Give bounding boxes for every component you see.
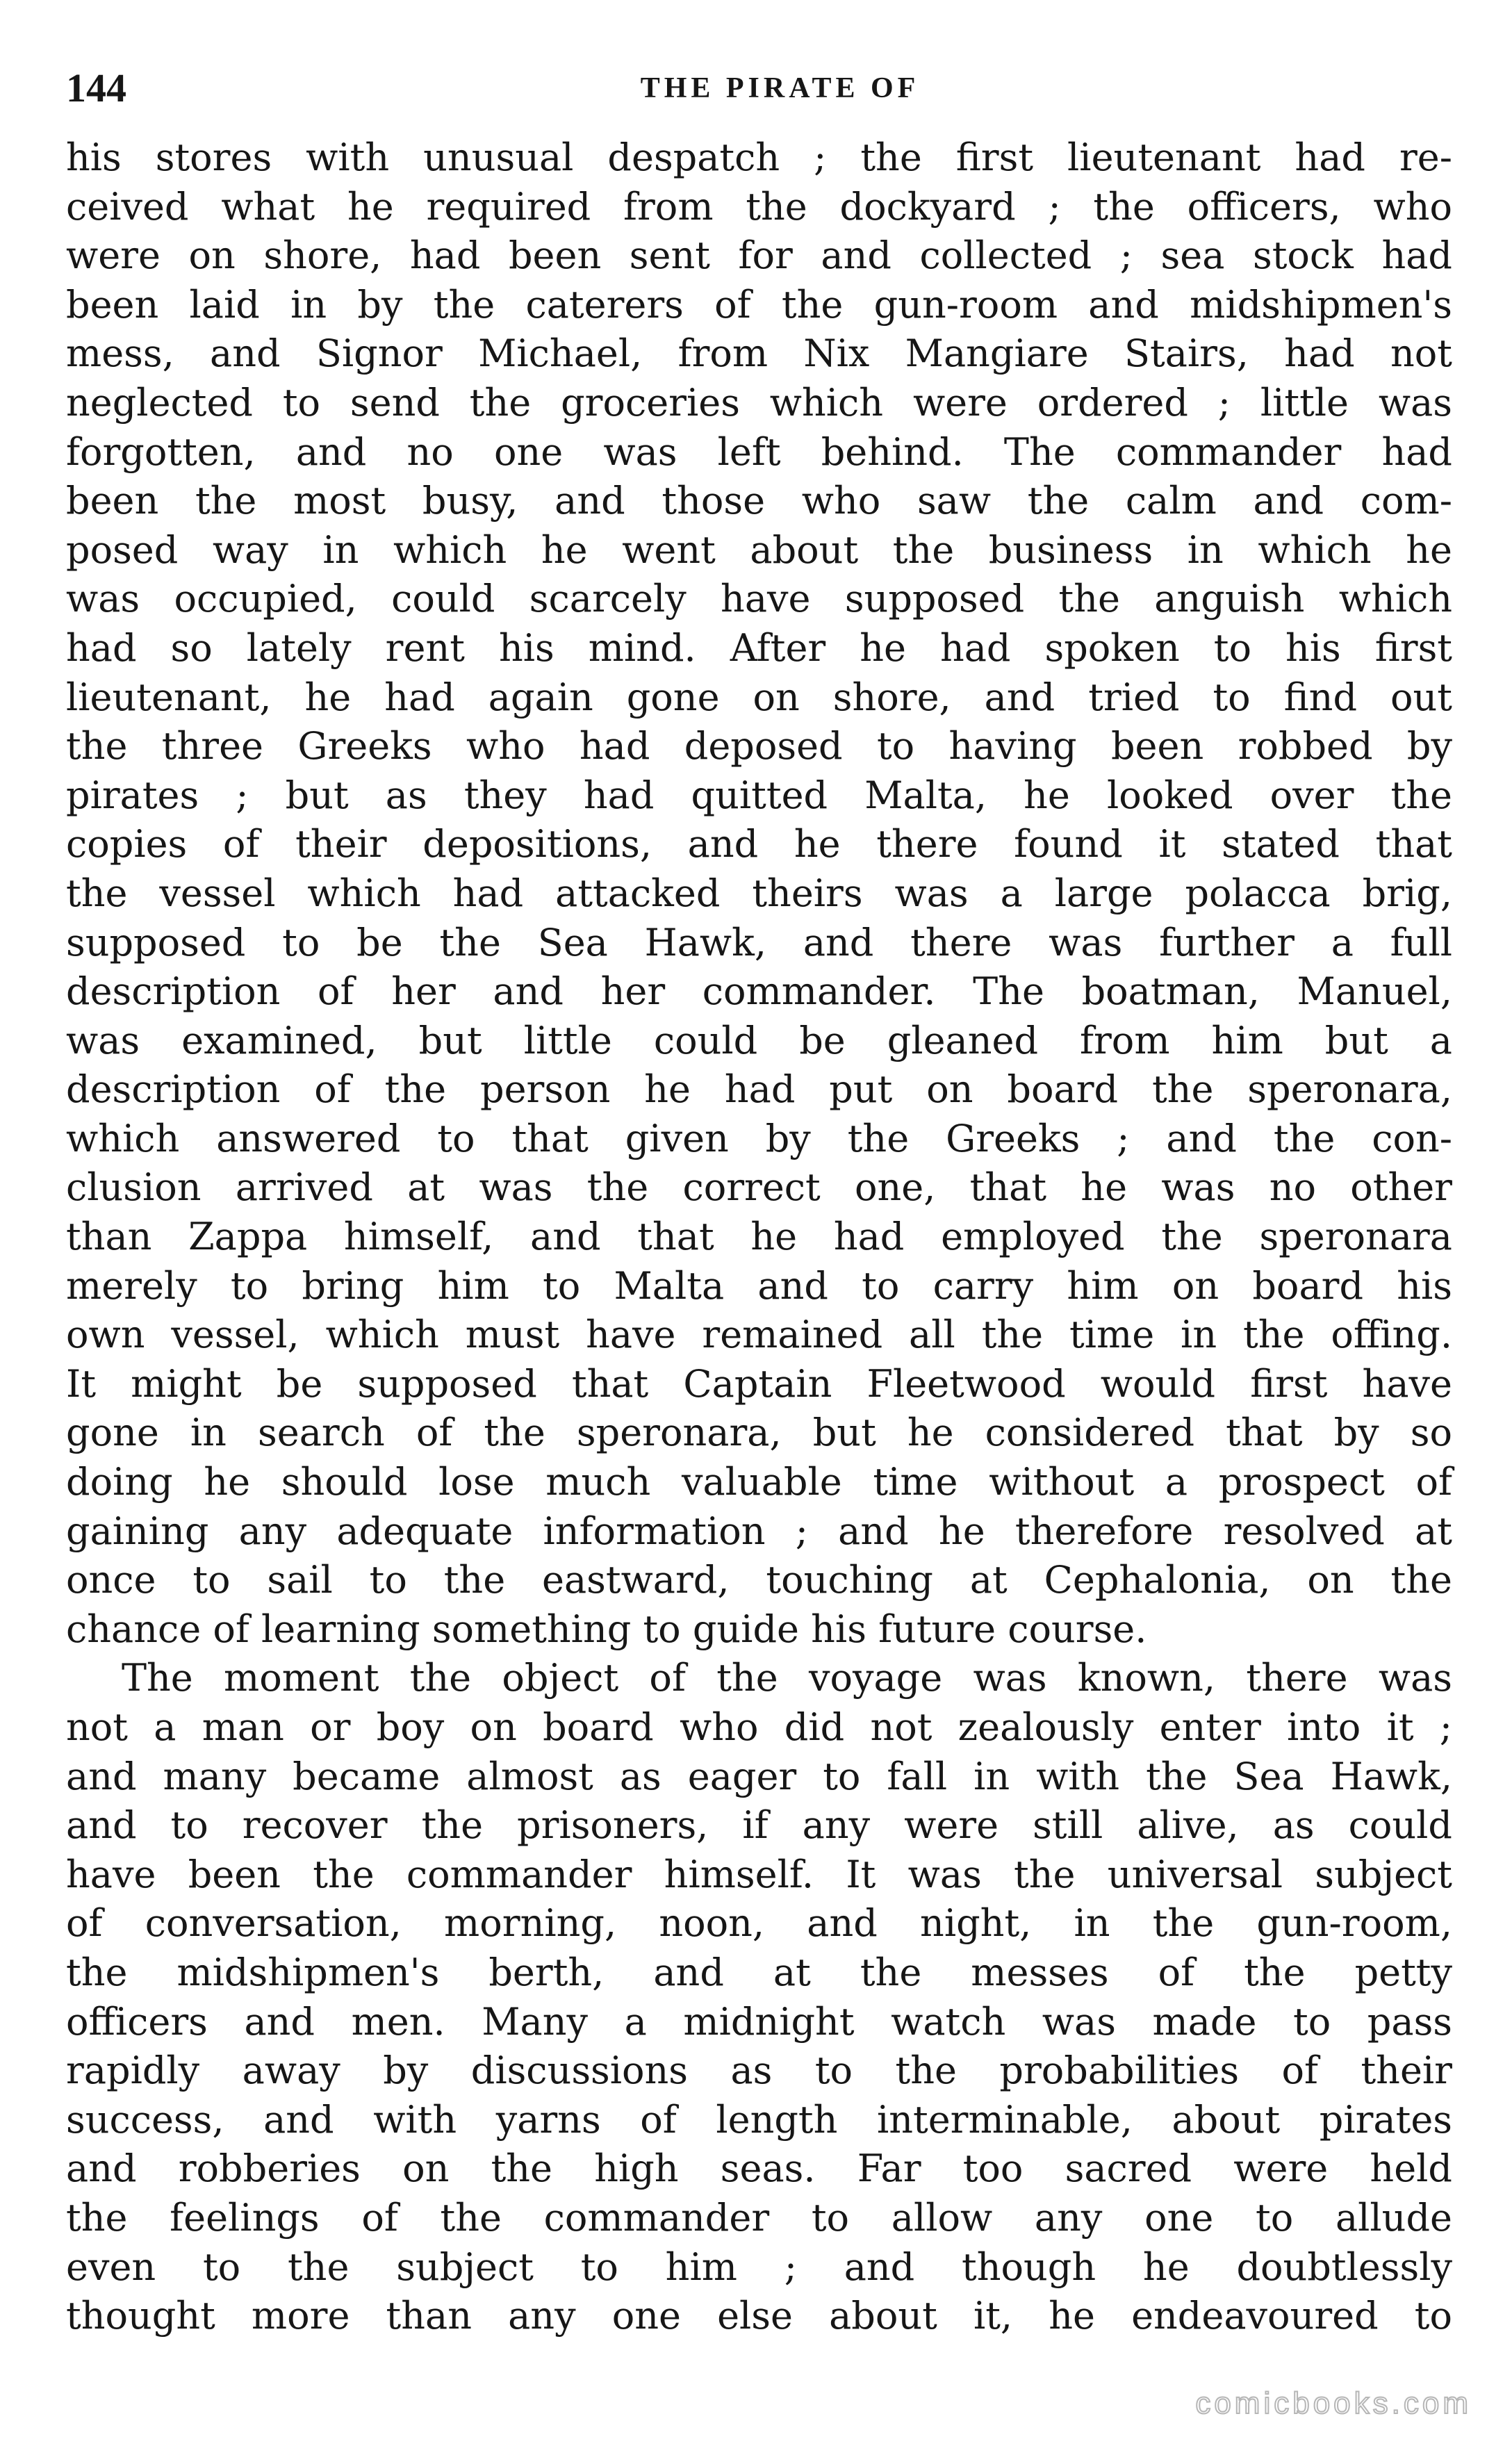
- text-line: supposed to be the Sea Hawk, and there was further a full: [66, 920, 1452, 965]
- paragraph-end-line: chance of learning something to guide his future course.: [66, 1607, 1147, 1651]
- text-line: lieutenant, he had again gone on shore, and tried to find out: [66, 675, 1452, 719]
- text-line: was occupied, could scarcely have supposed the anguish which: [66, 577, 1452, 621]
- text-line: even to the subject to him ; and though he doubtlessly: [66, 2244, 1452, 2289]
- text-line: have been the commander himself. It was the universal subject: [66, 1852, 1452, 1896]
- text-line: once to sail to the eastward, touching at Cephalonia, on the: [66, 1558, 1452, 1602]
- watermark-text: comicbooks.com: [1195, 2386, 1472, 2420]
- text-line: doing he should lose much valuable time without a prospect of: [66, 1460, 1452, 1504]
- text-line: forgotten, and no one was left behind. The commander had: [66, 429, 1452, 474]
- text-line: was examined, but little could be gleaned from him but a: [66, 1018, 1452, 1062]
- text-line: the feelings of the commander to allow any one to allude: [66, 2195, 1452, 2240]
- text-line: not a man or boy on board who did not zealously enter into it ;: [66, 1705, 1452, 1749]
- text-line: success, and with yarns of length interminable, about pirates: [66, 2097, 1452, 2142]
- text-line: the midshipmen's berth, and at the messes of the petty: [66, 1950, 1452, 1994]
- text-line: than Zappa himself, and that he had employed the speronara: [66, 1215, 1452, 1259]
- text-line: merely to bring him to Malta and to carry him on board his: [66, 1263, 1452, 1308]
- text-line: the three Greeks who had deposed to having been robbed by: [66, 724, 1452, 769]
- text-line: own vessel, which must have remained all the time in the offing.: [66, 1313, 1452, 1357]
- text-line: and many became almost as eager to fall in with the Sea Hawk,: [66, 1754, 1452, 1798]
- text-line: thought more than any one else about it, he endeavoured to: [66, 2294, 1452, 2338]
- body-text: [66, 133, 1452, 2341]
- text-line: ceived what he required from the dockyard ; the officers, who: [66, 184, 1452, 229]
- text-line: pirates ; but as they had quitted Malta, he looked over the: [66, 773, 1452, 817]
- text-line: gone in search of the speronara, but he considered that by so: [66, 1411, 1452, 1455]
- paragraph-start-line: The moment the object of the voyage was known, there was: [122, 1656, 1452, 1700]
- text-line: clusion arrived at was the correct one, that he was no other: [66, 1165, 1452, 1210]
- text-line: his stores with unusual despatch ; the first lieutenant had re-: [66, 136, 1452, 179]
- text-line: description of the person he had put on board the speronara,: [66, 1067, 1452, 1112]
- text-line: which answered to that given by the Greeks ; and the con-: [66, 1116, 1452, 1160]
- text-line: officers and men. Many a midnight watch was made to pass: [66, 1999, 1452, 2044]
- text-line: mess, and Signor Michael, from Nix Mangiare Stairs, had not: [66, 331, 1452, 376]
- text-line: and to recover the prisoners, if any were still alive, as could: [66, 1803, 1452, 1848]
- text-line: and robberies on the high seas. Far too sacred were held: [66, 2147, 1452, 2191]
- text-line: of conversation, morning, noon, and night, in the gun-room,: [66, 1901, 1452, 1946]
- text-line: posed way in which he went about the business in which he: [66, 527, 1452, 572]
- text-line: neglected to send the groceries which were ordered ; little was: [66, 380, 1452, 425]
- text-line: were on shore, had been sent for and collected ; sea stock had: [66, 233, 1452, 278]
- text-line: copies of their depositions, and he there found it stated that: [66, 822, 1452, 867]
- text-line: been the most busy, and those who saw the calm and com-: [66, 479, 1452, 523]
- page-header: [66, 57, 1452, 120]
- text-line: gaining any adequate information ; and he therefore resolved at: [66, 1509, 1452, 1553]
- text-line: It might be supposed that Captain Fleetwood would first have: [66, 1361, 1452, 1406]
- page-number: 144: [66, 65, 126, 110]
- text-line: the vessel which had attacked theirs was a large polacca brig,: [66, 871, 1452, 915]
- text-line: had so lately rent his mind. After he had spoken to his first: [66, 625, 1452, 670]
- text-line: description of her and her commander. The boatman, Manuel,: [66, 969, 1452, 1014]
- text-line: rapidly away by discussions as to the probabilities of their: [66, 2049, 1452, 2093]
- text-line: been laid in by the caterers of the gun-room and midshipmen's: [66, 282, 1452, 327]
- running-title: THE PIRATE OF: [640, 72, 920, 104]
